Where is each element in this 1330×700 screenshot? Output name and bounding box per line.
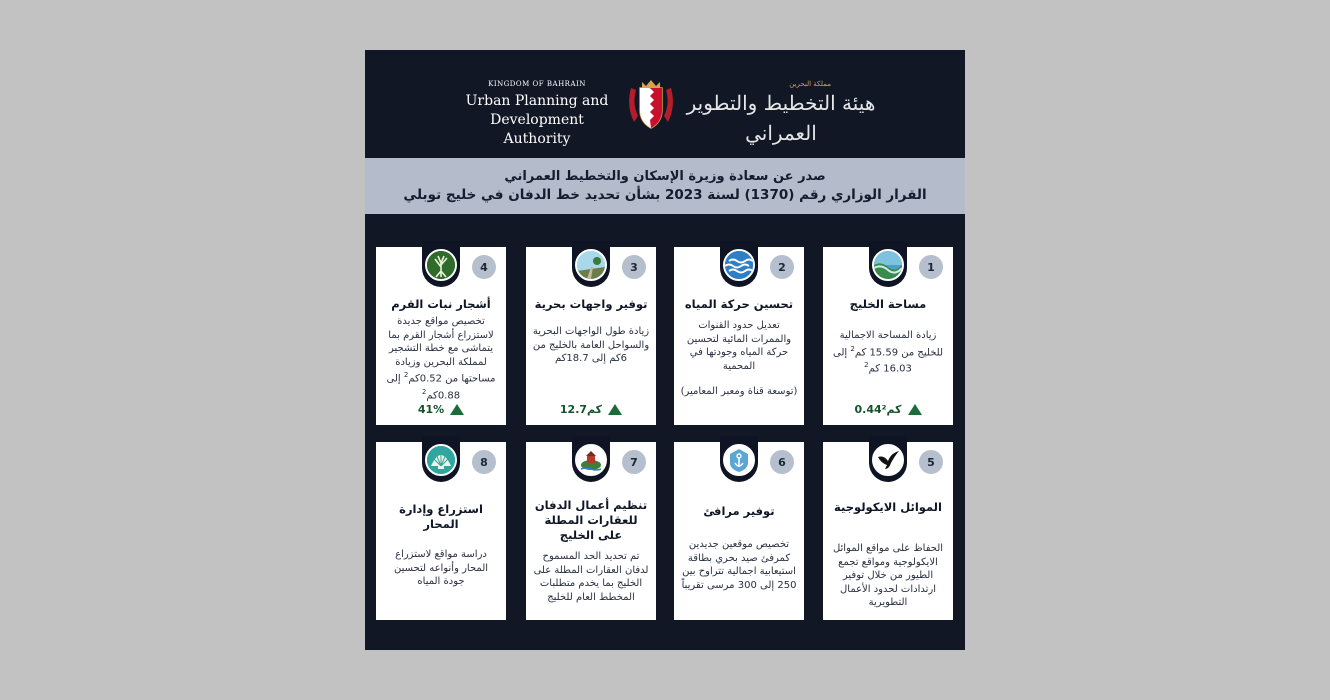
property-island-icon xyxy=(575,444,607,476)
poster xyxy=(365,50,965,650)
card-desc: تعديل حدود القنوات والممرات المائية لتحسين حركة المياه وجودتها في المحمية xyxy=(686,320,792,372)
card-number: 1 xyxy=(919,255,943,279)
banner-line1: صدر عن سعادة وزيرة الإسكان والتخطيط العمراني xyxy=(504,169,826,184)
authority-en-line1: Urban Planning and xyxy=(465,93,609,109)
card-number: 3 xyxy=(622,255,646,279)
card-title: الموائل الايكولوجية xyxy=(834,500,942,514)
card-desc: الحفاظ على مواقع الموائل الايكولوجية ومواقع تجمع الطيور من خلال توفير ارتدادات لحدود الأعمال التطويرية xyxy=(832,543,944,608)
card-stat xyxy=(526,403,656,416)
card-desc: تخصيص موقعين جديدين كمرفئ صيد بحري بطاقة استيعابية اجمالية تتراوح بين 250 إلى 300 مرسى تقريباً xyxy=(681,539,797,591)
stat-value: 0.44كم² xyxy=(854,403,902,416)
card-number: 7 xyxy=(622,450,646,474)
decision-banner xyxy=(365,158,965,214)
authority-name-ar xyxy=(681,80,881,148)
banner-line2: القرار الوزاري رقم (1370) لسنة 2023 بشأن تحديد خط الدفان في خليج توبلي xyxy=(403,187,927,203)
card-stat xyxy=(376,403,506,416)
card-oysters xyxy=(376,442,506,620)
kingdom-en: KINGDOM OF BAHRAIN xyxy=(488,80,586,88)
water-waves-icon xyxy=(723,249,755,281)
bahrain-emblem-icon xyxy=(626,76,676,132)
increase-triangle-icon xyxy=(608,404,622,415)
card-title: مساحة الخليج xyxy=(849,297,927,311)
kingdom-ar: مملكة البحرين xyxy=(789,80,831,88)
card-title: توفير مرافئ xyxy=(703,504,775,518)
header xyxy=(365,50,965,158)
card-desc: زيادة طول الواجهات البحرية والسواحل العامة بالخليج من 6كم إلى 18.7كم xyxy=(532,326,650,364)
card-waterfront-properties xyxy=(526,442,656,620)
authority-name-en xyxy=(457,80,617,149)
card-mangroves xyxy=(376,247,506,425)
card-title: تنظيم أعمال الدفان للعقارات المطلة على الخليج xyxy=(534,498,648,542)
card-desc: تم تحديد الحد المسموح لدفان العقارات المطلة على الخليج بما يخدم متطلبات المخطط العام للخليج xyxy=(533,551,649,603)
card-harbors xyxy=(674,442,804,620)
card-title: استزراع وإدارة المحار xyxy=(399,502,483,531)
bay-icon xyxy=(872,249,904,281)
waterfront-icon xyxy=(575,249,607,281)
card-title: توفير واجهات بحرية xyxy=(534,297,648,311)
authority-en-line2: Development Authority xyxy=(490,112,584,147)
authority-ar-line1: هيئة التخطيط والتطوير العمراني xyxy=(686,91,876,145)
card-desc: دراسة مواقع لاستزراع المحار وأنواعه لتحسين جودة المياه xyxy=(393,549,489,587)
card-waterfronts xyxy=(526,247,656,425)
stat-value: 12.7كم xyxy=(559,403,603,416)
increase-triangle-icon xyxy=(908,404,922,415)
increase-triangle-icon xyxy=(450,404,464,415)
card-ecological-habitats xyxy=(823,442,953,620)
card-number: 2 xyxy=(770,255,794,279)
card-title: تحسين حركة المياه xyxy=(684,297,794,311)
card-stat xyxy=(823,403,953,416)
shell-icon xyxy=(425,444,457,476)
card-number: 4 xyxy=(472,255,496,279)
card-desc: زيادة المساحة الاجمالية للخليج من 15.59 كم$^2$ إلى 16.03 كم$^2$ xyxy=(833,330,943,375)
card-title: أشجار نبات القرم xyxy=(391,297,491,311)
card-number: 5 xyxy=(919,450,943,474)
mangrove-tree-icon xyxy=(425,249,457,281)
card-extra: (توسعة قناة ومعبر المعامير) xyxy=(680,386,798,397)
card-desc: تخصيص مواقع جديدة لاستزراع أشجار القرم بما يتماشى مع خطة التشجير لمملكة البحرين وزيادة مساحتها من 0.52كم$^2$ إلى 0.88كم$^2$ xyxy=(386,316,496,402)
card-bay-area xyxy=(823,247,953,425)
card-number: 6 xyxy=(770,450,794,474)
card-number: 8 xyxy=(472,450,496,474)
bird-icon xyxy=(872,444,904,476)
harbor-anchor-icon xyxy=(723,444,755,476)
card-water-flow xyxy=(674,247,804,425)
stat-value: 41% xyxy=(417,403,445,416)
